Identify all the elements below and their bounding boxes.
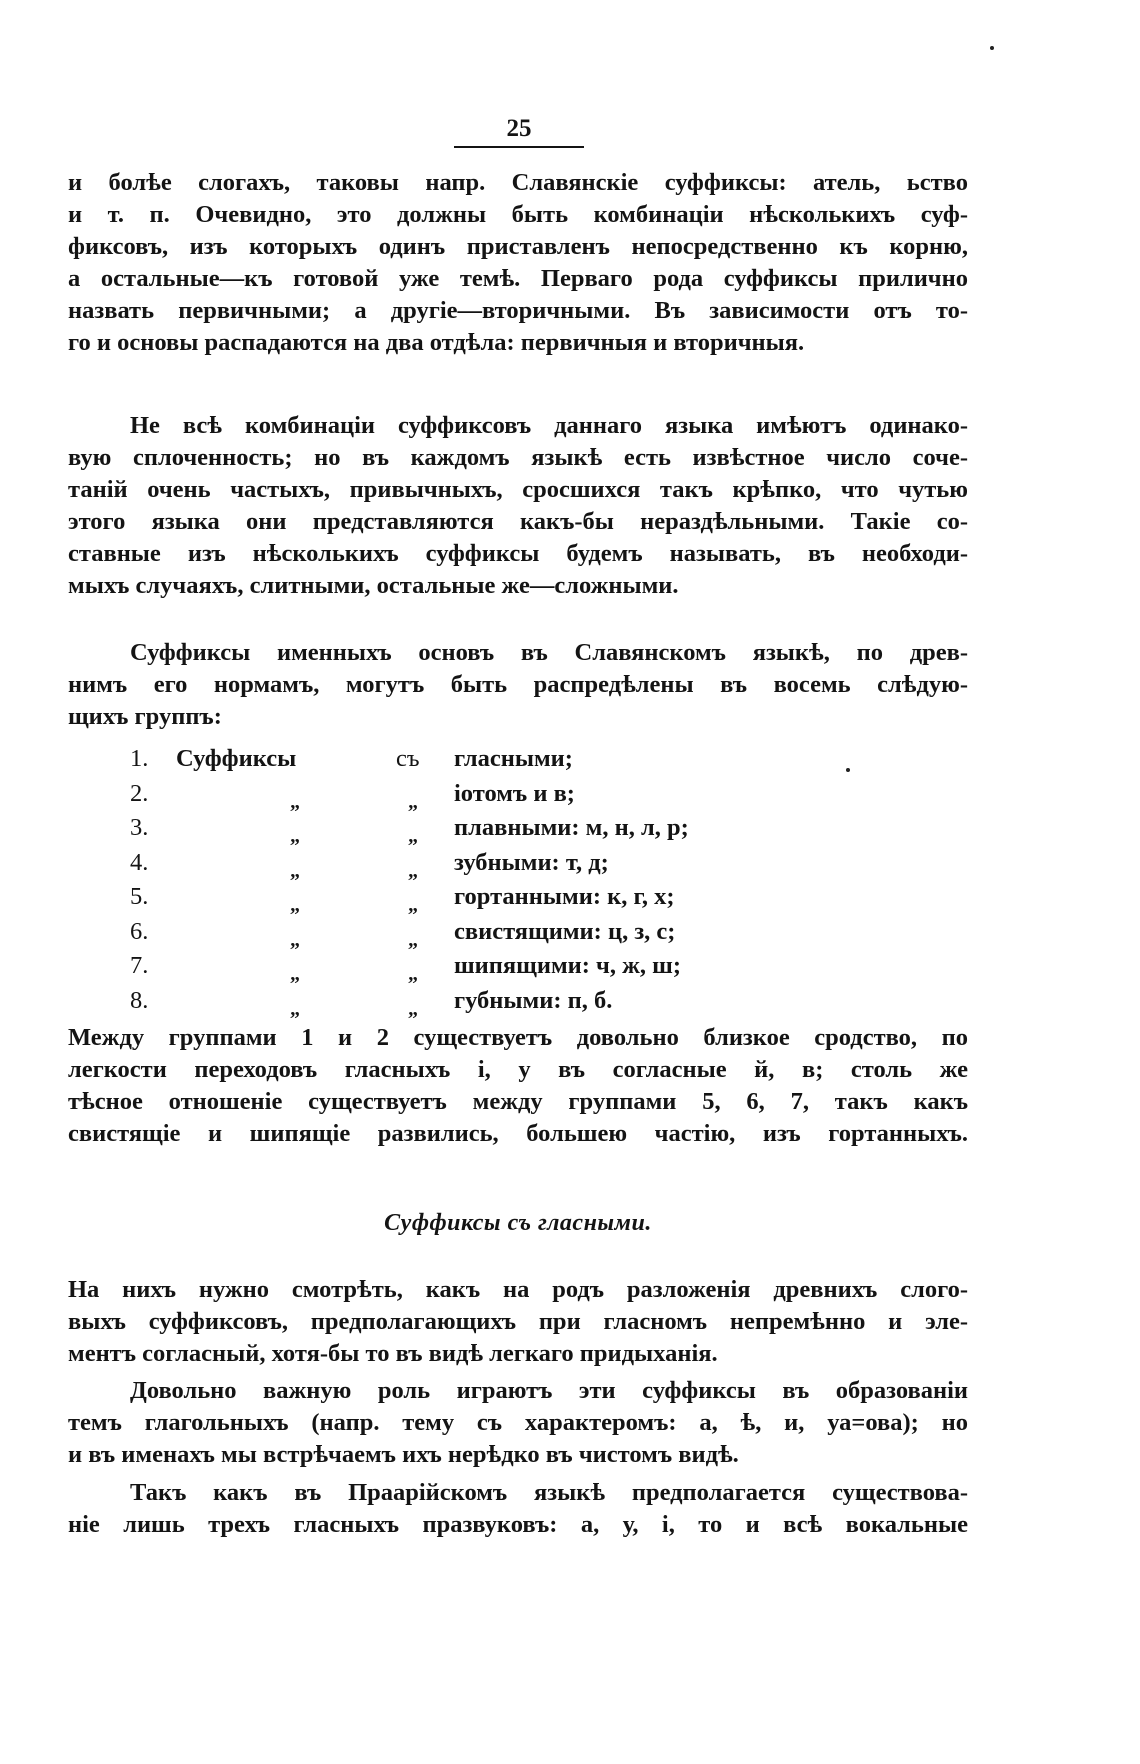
text-line: Довольно важную роль играютъ эти суффиксы въ образованіи xyxy=(130,1377,968,1404)
text-line: назвать первичными; а другіе—вторичными. Въ зависимости отъ то- xyxy=(68,297,968,324)
list-item xyxy=(130,811,690,846)
text-line: выхъ суффиксовъ, предполагающихъ при гласномъ непремѣнно и эле- xyxy=(68,1308,968,1335)
scan-speck xyxy=(846,768,850,772)
ditto-mark: „ xyxy=(408,859,418,882)
ditto-mark: „ xyxy=(290,825,300,847)
ditto-mark: „ xyxy=(408,963,418,985)
text-line: этого языка они представляются какъ-бы нераздѣльными. Такіе со- xyxy=(68,508,968,535)
text-line: На нихъ нужно смотрѣть, какъ на родъ разложенія древнихъ слого- xyxy=(68,1276,968,1303)
paragraph-5 xyxy=(68,1274,968,1370)
list-number: 8. xyxy=(130,986,149,1014)
text-line: го и основы распадаются на два отдѣла: первичныя и вторичныя. xyxy=(68,329,805,356)
text-line: и т. п. Очевидно, это должны быть комбинаціи нѣсколькихъ суф- xyxy=(68,201,968,228)
suffix-group-list xyxy=(130,742,690,1018)
list-number: 3. xyxy=(130,814,149,841)
text-line: щихъ группъ: xyxy=(68,703,222,730)
list-description: свистящими: ц, з, с; xyxy=(454,917,676,945)
text-line: легкости переходовъ гласныхъ і, у въ согласные й, в; столь же xyxy=(68,1056,968,1083)
ditto-mark: „ xyxy=(290,997,300,1020)
text-line: тѣсное отношеніе существуетъ между группами 5, 6, 7, такъ какъ xyxy=(68,1088,968,1115)
list-description: зубными: т, д; xyxy=(454,848,609,876)
text-line: таній очень частыхъ, привычныхъ, сросшихся такъ крѣпко, что чутью xyxy=(68,476,968,503)
paragraph-7 xyxy=(68,1477,968,1541)
ditto-mark: „ xyxy=(290,790,300,813)
list-description: губными: п, б. xyxy=(454,986,613,1014)
list-item xyxy=(130,915,690,950)
text-line: и болѣе слогахъ, таковы напр. Славянскіе суффиксы: атель, ьство xyxy=(68,169,968,196)
section-title: Суффиксы съ гласными. xyxy=(384,1210,652,1236)
list-description: гласными; xyxy=(454,745,573,772)
ditto-mark: „ xyxy=(290,928,300,951)
text-line: и въ именахъ мы встрѣчаемъ ихъ нерѣдко въ чистомъ видѣ. xyxy=(68,1441,739,1468)
text-line: вую сплоченность; но въ каждомъ языкѣ есть извѣстное число соче- xyxy=(68,444,968,471)
list-label: Суффиксы xyxy=(176,745,297,772)
ditto-mark: „ xyxy=(408,928,418,951)
paragraph-1 xyxy=(68,167,968,359)
list-item xyxy=(130,880,690,915)
list-description: іотомъ и в; xyxy=(454,779,575,807)
list-item xyxy=(130,984,690,1019)
list-number: 6. xyxy=(130,917,149,945)
list-description: плавными: м, н, л, р; xyxy=(454,814,689,841)
ditto-mark: „ xyxy=(290,894,300,916)
list-number: 7. xyxy=(130,952,149,979)
text-line: ментъ согласный, хотя-бы то въ видѣ легкаго придыханія. xyxy=(68,1340,718,1367)
list-item xyxy=(130,742,690,777)
paragraph-3 xyxy=(68,637,968,733)
text-line: Суффиксы именныхъ основъ въ Славянскомъ языкѣ, по древ- xyxy=(130,639,968,666)
ditto-mark: „ xyxy=(408,825,418,847)
text-line: мыхъ случаяхъ, слитными, остальные же—сложными. xyxy=(68,572,679,599)
paragraph-4 xyxy=(68,1022,968,1150)
text-line: темъ глагольныхъ (напр. тему съ характеромъ: а, ѣ, и, уа=ова); но xyxy=(68,1409,968,1436)
ditto-mark: „ xyxy=(408,997,418,1020)
list-description: гортанными: к, г, х; xyxy=(454,883,675,910)
text-line: а остальные—къ готовой уже темѣ. Перваго рода суффиксы прилично xyxy=(68,265,968,292)
text-line: Не всѣ комбинаціи суффиксовъ даннаго языка имѣютъ одинако- xyxy=(130,412,968,439)
list-number: 1. xyxy=(130,745,149,772)
ditto-mark: „ xyxy=(290,963,300,985)
text-line: Между группами 1 и 2 существуетъ довольно близкое сродство, по xyxy=(68,1024,968,1051)
ditto-mark: „ xyxy=(408,894,418,916)
list-number: 4. xyxy=(130,848,149,876)
text-line: ніе лишь трехъ гласныхъ празвуковъ: а, у, і, то и всѣ вокальные xyxy=(68,1511,968,1538)
ditto-mark: „ xyxy=(290,859,300,882)
text-line: Такъ какъ въ Праарійскомъ языкѣ предполагается существова- xyxy=(130,1479,968,1506)
paragraph-6 xyxy=(68,1375,968,1471)
list-description: шипящими: ч, ж, ш; xyxy=(454,952,681,979)
list-number: 2. xyxy=(130,779,149,807)
text-line: нимъ его нормамъ, могутъ быть распредѣлены въ восемь слѣдую- xyxy=(68,671,968,698)
list-item xyxy=(130,949,690,984)
list-item xyxy=(130,777,690,812)
text-line: фиксовъ, изъ которыхъ одинъ приставленъ непосредственно къ корню, xyxy=(68,233,968,260)
list-preposition: съ xyxy=(396,745,420,772)
text-line: ставные изъ нѣсколькихъ суффиксы будемъ называть, въ необходи- xyxy=(68,540,968,567)
paragraph-2 xyxy=(68,410,968,602)
list-item xyxy=(130,846,690,881)
ditto-mark: „ xyxy=(408,790,418,813)
text-line: свистящіе и шипящіе развились, большею частію, изъ гортанныхъ. xyxy=(68,1120,968,1147)
scan-speck xyxy=(990,46,994,50)
list-number: 5. xyxy=(130,883,149,910)
page-number: 25 xyxy=(454,116,584,148)
